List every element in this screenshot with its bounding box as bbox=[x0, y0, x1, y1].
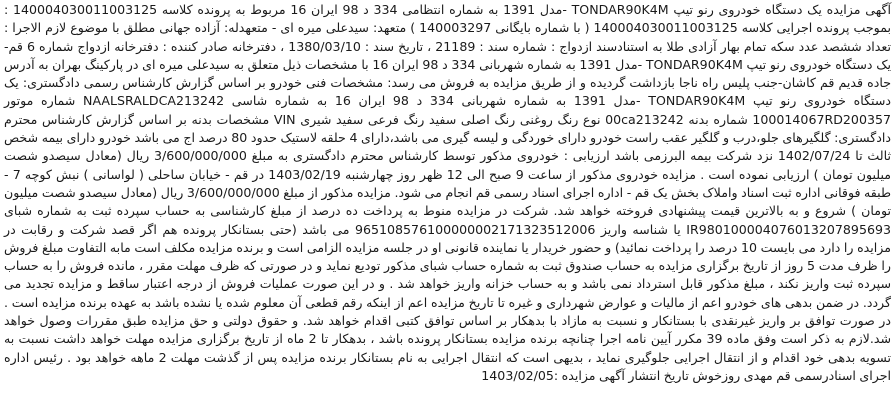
auction-notice-text: آگهی مزایده یک دستگاه خودروی رنو تیپ TONDAR90K4M -مدل 1391 به شماره انتظامی 334 د 98 ایران 16 مربوط به پرونده کلاسه 140004030011003125 : بموجب پرونده اجرایی کلاسه 140004030011003125 ( با شماره بایگانی 140003297 ) متعهد: سیدعلی میره ای - متعهدله: آزاده جهانی مطلق با موضوع لازم الاجرا : تعداد ششصد عدد سکه تمام بهار آزادی طلا به استنادسند ازدواج : شماره سند : 21189 ، تاریخ سند : 1380/03/10 ، دفترخانه صادر کننده : دفترخانه ازدواج شماره 6 قم- یک دستگاه خودروی رنو تیپ TONDAR90K4M -مدل 1391 به شماره شهربانی 334 د 98 ایران 16 با مشخصات ذیل متعلق به سیدعلی میره ای در پارکینگ بهران به آدرس جاده قدیم قم کاشان-جنب پلیس راه ناجا بازداشت گردیده و از طریق مزایده به فروش می رسد: مشخصات فنی خودرو بر اساس گزارش کارشناس رسمی دادگستری: یک دستگاه خودروی رنو تیپ TONDAR90K4M -مدل 1391 به شماره شهربانی 334 د 98 ایران 16 به شماره شاسی NAALSRALDCA213242 شماره موتور 100014067RD200357 شماره بدنه 00ca213242 نوع رنگ روغنی رنگ اصلی سفید رنگ فرعی سفید شیری VIN مشخصات بدنه بر اساس گزارش کارشناس محترم دادگستری: گلگیرهای جلو،درب و گلگیر عقب راست خودرو دارای خوردگی و لیسه گیری می باشد،دارای 4 حلقه لاستیک حدود 80 درصد اج می باشد خودرو دارای بیمه شخص ثالث تا 1402/07/24 نزد شرکت بیمه البرزمی باشد ارزیابی : خودروی مذکور توسط کارشناس محترم دادگستری به مبلغ 3/600/000/000 ریال (معادل سیصدو شصت میلیون تومان ) ارزیابی نموده است . مزایده خودروی مذکور از ساعت 9 صبح الی 12 ظهر روز چهارشنبه 1403/02/19 در قم - خیابان ساحلی ( لواسانی ) نبش کوچه 7 - طبقه فوقانی اداره ثبت اسناد واملاک بخش یک قم - اداره اجرای اسناد رسمی قم انجام می شود. مزایده مذکور از مبلغ 3/600/000/000 ریال (معادل سیصدو شصت میلیون تومان ) شروع و به بالاترین قیمت پیشنهادی فروخته خواهد شد. شرکت در مزایده منوط به پرداخت ده درصد از مبلغ کارشناسی به حساب سپرده ثبت به شماره شبای IR980100004076013207895693 یا شناسه واریز 965108576100000002171323512006 می باشد (حتی بستانکار پرونده هم اگر قصد شرکت و رقابت در مزایده را دارد می بایست 10 درصد را پرداخت نمائید) و حضور خریدار یا نماینده قانونی او در جلسه مزایده الزامی است و برنده مزایده مکلف است مابه التفاوت مبلغ فروش را ظرف مدت 5 روز از تاریخ برگزاری مزایده به حساب صندوق ثبت به شماره حساب شبای مذکور تودیع نماید و در صورتی که ظرف مهلت مقرر ، مانده فروش را به حساب سپرده ثبت واریز نکند ، مبلغ مذکور قابل استرداد نمی باشد و به حساب خزانه واریز خواهد شد . و در این صورت عملیات فروش از درجه اعتبار ساقط و مزایده تجدید می گردد. در ضمن بدهی های خودرو اعم از مالیات و عوارض شهرداری و غیره تا تاریخ مزایده اعم از اینکه رقم قطعی آن معلوم شده یا نشده باشد به عهده برنده مزایده است . در صورت توافق بر واریز غیرنقدی با بستانکار و نسبت به مازاد با بدهکار بر اساس توافق کتبی اقدام خواهد شد. و حقوق دولتی و حق مزایده طبق مقررات وصول خواهد شد.لازم به ذکر است وفق ماده 39 مکرر آیین نامه اجرا چنانچه برنده مزایده بستانکار پرونده باشد ، بدهکار تا 2 ماه از تاریخ برگزاری مزایده مهلت خواهد داشت نسبت به تسویه بدهی خود اقدام و از انتقال اجرایی جلوگیری نماید ، بدیهی است که انتقال اجرایی به نام بستانکار برنده مزایده پس از گذشت مهلت 2 ماهه خواهد بود . رئیس اداره اجرای اسنادرسمی قم مهدی روزخوش تاریخ انتشار آگهی مزایده :1403/02/05 bbox=[4, 2, 891, 383]
